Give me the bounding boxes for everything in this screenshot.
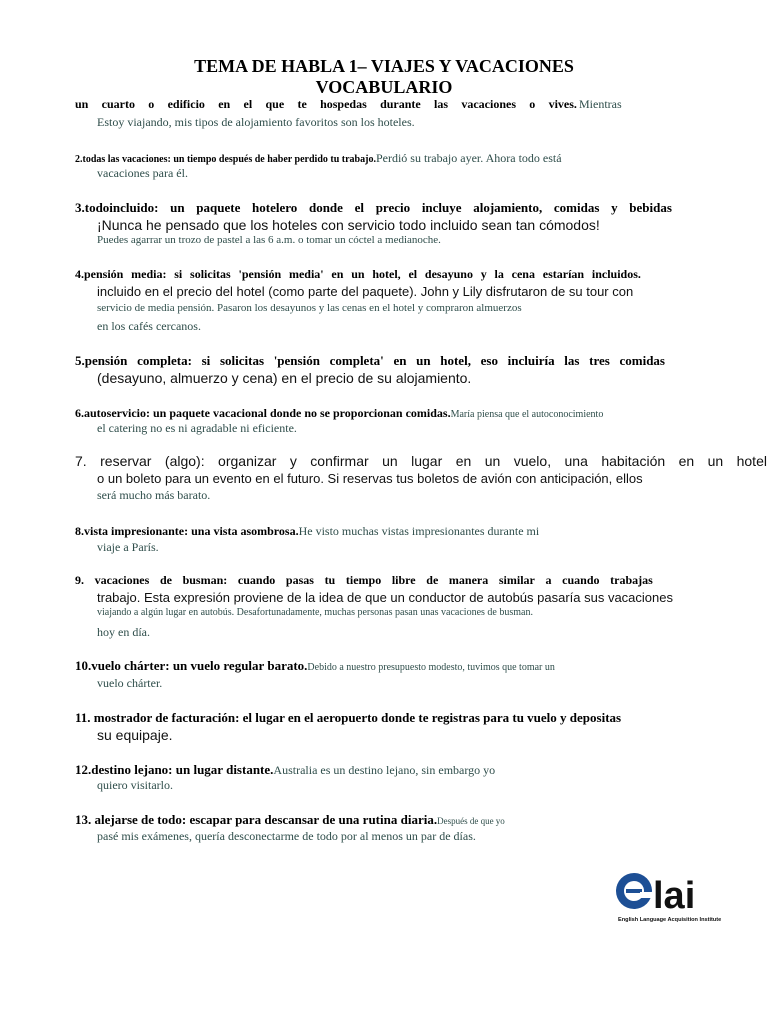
item-4-example-cont: servicio de media pensión. Pasaron los desayunos y las cenas en el hotel y compraron almuerzos xyxy=(97,302,522,314)
item-3-example-cont: Puedes agarrar un trozo de pastel a las 6 a.m. o tomar un cóctel a medianoche. xyxy=(97,234,441,246)
doc-subtitle: VOCABULARIO xyxy=(315,77,453,97)
definition-word: o xyxy=(148,97,155,111)
definition-word: un xyxy=(707,453,724,469)
definition-word: cuando xyxy=(562,573,600,587)
definition-word: que xyxy=(265,97,285,111)
item-1-example-cont: Estoy viajando, mis tipos de alojamiento favoritos son los hoteles. xyxy=(97,115,415,129)
definition-word: 5.pensión xyxy=(75,353,128,368)
item-8-line xyxy=(75,522,539,540)
definition-word: en xyxy=(678,453,695,469)
definition-word: pasas xyxy=(285,573,314,587)
item-6-definition: 6.autoservicio: un paquete vacacional donde no se proporcionan comidas. xyxy=(75,406,451,420)
item-5-example: (desayuno, almuerzo y cena) en el precio de su alojamiento. xyxy=(97,370,472,386)
doc-title: TEMA DE HABLA 1– VIAJES Y VACACIONES xyxy=(194,56,574,76)
definition-word: un xyxy=(484,453,501,469)
item-11-definition: 11. mostrador de facturación: el lugar en el aeropuerto donde te registras para tu vuelo y depositas xyxy=(75,710,622,725)
definition-word: solicitas xyxy=(219,353,265,368)
item-6-line xyxy=(75,404,603,422)
logo-e-gap xyxy=(640,892,654,898)
item-10-example-cont: vuelo chárter. xyxy=(97,676,163,690)
definition-word: bebidas xyxy=(629,200,672,215)
item-8-example: He visto muchas vistas impresionantes durante mi xyxy=(298,524,540,538)
definition-word: libre xyxy=(391,573,416,587)
definition-word: un xyxy=(351,267,365,281)
definition-word: vives. xyxy=(548,97,577,111)
definition-word: precio xyxy=(375,200,411,215)
definition-word: o xyxy=(529,97,536,111)
definition-word: la xyxy=(494,267,504,281)
definition-word: eso xyxy=(480,353,498,368)
definition-word: similar xyxy=(498,573,535,587)
definition-word: lugar xyxy=(411,453,443,469)
definition-word: el xyxy=(243,97,253,111)
item-2-definition: 2.todas las vacaciones: un tiempo después de haber perdido tu trabajo. xyxy=(75,154,376,165)
definition-word: cuarto xyxy=(101,97,135,111)
definition-word: de xyxy=(426,573,439,587)
item-12-line xyxy=(75,761,495,779)
definition-word: si xyxy=(201,353,211,368)
definition-word: 'pensión xyxy=(273,353,320,368)
definition-word: alojamiento, xyxy=(473,200,543,215)
definition-word: a xyxy=(545,573,552,587)
definition-word: estarían xyxy=(542,267,585,281)
definition-word: te xyxy=(297,97,307,111)
item-9-example-end: hoy en día. xyxy=(97,625,150,639)
item-7-definition xyxy=(75,453,767,469)
definition-word: 3.todoincluido: xyxy=(75,200,159,215)
definition-word: hotel xyxy=(736,453,767,469)
definition-word: 'pensión xyxy=(238,267,282,281)
definition-word: reservar xyxy=(100,453,152,469)
definition-word: y xyxy=(611,200,618,215)
definition-word: incluidos. xyxy=(591,267,641,281)
definition-word: cuando xyxy=(237,573,276,587)
definition-word: completa' xyxy=(329,353,384,368)
definition-word: las xyxy=(434,97,449,111)
definition-word: paquete xyxy=(196,200,241,215)
item-10-example: Debido a nuestro presupuesto modesto, tuvimos que tomar un xyxy=(307,662,555,673)
item-3-example: ¡Nunca he pensado que los hoteles con servicio todo incluido sean tan cómodos! xyxy=(97,217,600,233)
item-13-example-cont: pasé mis exámenes, quería desconectarme de todo por al menos un par de días. xyxy=(97,829,476,843)
definition-word: tu xyxy=(324,573,336,587)
definition-word: comidas xyxy=(619,353,665,368)
definition-word: 4.pensión xyxy=(75,267,124,281)
item-5-definition xyxy=(75,353,665,369)
item-2-line xyxy=(75,149,562,167)
item-7-example: será mucho más barato. xyxy=(97,488,211,502)
definition-word: y xyxy=(289,453,297,469)
definition-word: confirmar xyxy=(310,453,369,469)
item-9-definition xyxy=(75,573,653,588)
definition-word: 9. xyxy=(75,573,84,587)
item-12-definition: 12.destino lejano: un lugar distante. xyxy=(75,762,274,777)
definition-word: durante xyxy=(380,97,421,111)
definition-word: edificio xyxy=(167,97,205,111)
definition-word: desayuno xyxy=(424,267,473,281)
elai-logo xyxy=(612,866,722,926)
item-8-example-cont: viaje a París. xyxy=(97,540,159,554)
definition-word: organizar xyxy=(218,453,277,469)
definition-word: un xyxy=(416,353,431,368)
definition-word: cena xyxy=(511,267,535,281)
item-2-example-cont: vacaciones para él. xyxy=(97,166,188,180)
definition-word: el xyxy=(354,200,365,215)
item-4-definition xyxy=(75,267,641,282)
item-3-definition xyxy=(75,200,672,216)
logo-e-bar xyxy=(626,889,642,893)
definition-word: un xyxy=(75,97,89,111)
item-1-example: Mientras xyxy=(579,97,622,111)
definition-word: vacaciones xyxy=(461,97,516,111)
item-1-line xyxy=(75,97,640,112)
definition-word: donde xyxy=(308,200,343,215)
logo-wordmark: lai xyxy=(653,875,696,917)
definition-word: 7. xyxy=(75,453,87,469)
item-10-line xyxy=(75,657,555,675)
item-8-definition: 8.vista impresionante: una vista asombrosa. xyxy=(75,524,299,538)
definition-word: un xyxy=(170,200,185,215)
item-10-definition: 10.vuelo chárter: un vuelo regular barato. xyxy=(75,658,308,673)
definition-word: y xyxy=(480,267,487,281)
item-12-example-cont: quiero visitarlo. xyxy=(97,778,173,792)
item-7-definition-cont: o un boleto para un evento en el futuro. Si reservas tus boletos de avión con anticipación, ellos xyxy=(97,471,643,486)
definition-word: hotel, xyxy=(372,267,401,281)
definition-word: incluiría xyxy=(507,353,555,368)
item-9-example: viajando a algún lugar en autobús. Desafortunadamente, muchas personas pasan unas vacaciones de busman. xyxy=(97,607,533,618)
definition-word: completa: xyxy=(137,353,192,368)
definition-word: media' xyxy=(288,267,324,281)
item-11-definition-cont: su equipaje. xyxy=(97,727,173,743)
definition-word: tres xyxy=(589,353,610,368)
definition-word: una xyxy=(564,453,588,469)
definition-word: trabajas xyxy=(610,573,653,587)
item-4-example: incluido en el precio del hotel (como parte del paquete). John y Lily disfrutaron de su tour con xyxy=(97,284,634,299)
definition-word: vuelo, xyxy=(513,453,552,469)
definition-word: si xyxy=(174,267,183,281)
definition-word: comidas xyxy=(553,200,600,215)
item-13-definition: 13. alejarse de todo: escapar para descansar de una rutina diaria. xyxy=(75,812,438,827)
item-6-example: María piensa que el autoconocimiento xyxy=(450,409,604,420)
definition-word: (algo): xyxy=(164,453,205,469)
definition-word: hotel, xyxy=(440,353,471,368)
definition-word: el xyxy=(408,267,418,281)
definition-word: de xyxy=(159,573,172,587)
item-4-example-end: en los cafés cercanos. xyxy=(97,319,201,333)
item-13-line xyxy=(75,811,505,829)
definition-word: las xyxy=(564,353,580,368)
definition-word: busman: xyxy=(182,573,228,587)
logo-tagline: English Language Acquisition Institute xyxy=(618,917,722,923)
item-12-example: Australia es un destino lejano, sin embargo yo xyxy=(273,763,496,777)
item-2-example: Perdió su trabajo ayer. Ahora todo está xyxy=(375,151,562,165)
definition-word: incluye xyxy=(421,200,462,215)
elai-logo-mark xyxy=(612,866,722,926)
definition-word: solicitas xyxy=(190,267,231,281)
definition-word: hospedas xyxy=(320,97,367,111)
definition-word: habitación xyxy=(601,453,666,469)
item-13-example: Después de que yo xyxy=(437,816,505,826)
definition-word: en xyxy=(393,353,407,368)
definition-word: en xyxy=(218,97,231,111)
item-6-example-cont: el catering no es ni agradable ni eficiente. xyxy=(97,421,297,435)
item-9-definition-cont: trabajo. Esta expresión proviene de la idea de que un conductor de autobús pasaría sus vacaciones xyxy=(97,590,673,605)
definition-word: media: xyxy=(131,267,167,281)
definition-word: en xyxy=(455,453,472,469)
definition-word: hotelero xyxy=(252,200,298,215)
definition-word: manera xyxy=(448,573,489,587)
definition-word: en xyxy=(331,267,344,281)
item-1-definition xyxy=(75,97,577,112)
definition-word: un xyxy=(382,453,398,469)
definition-word: tiempo xyxy=(345,573,382,587)
definition-word: vacaciones xyxy=(94,573,150,587)
